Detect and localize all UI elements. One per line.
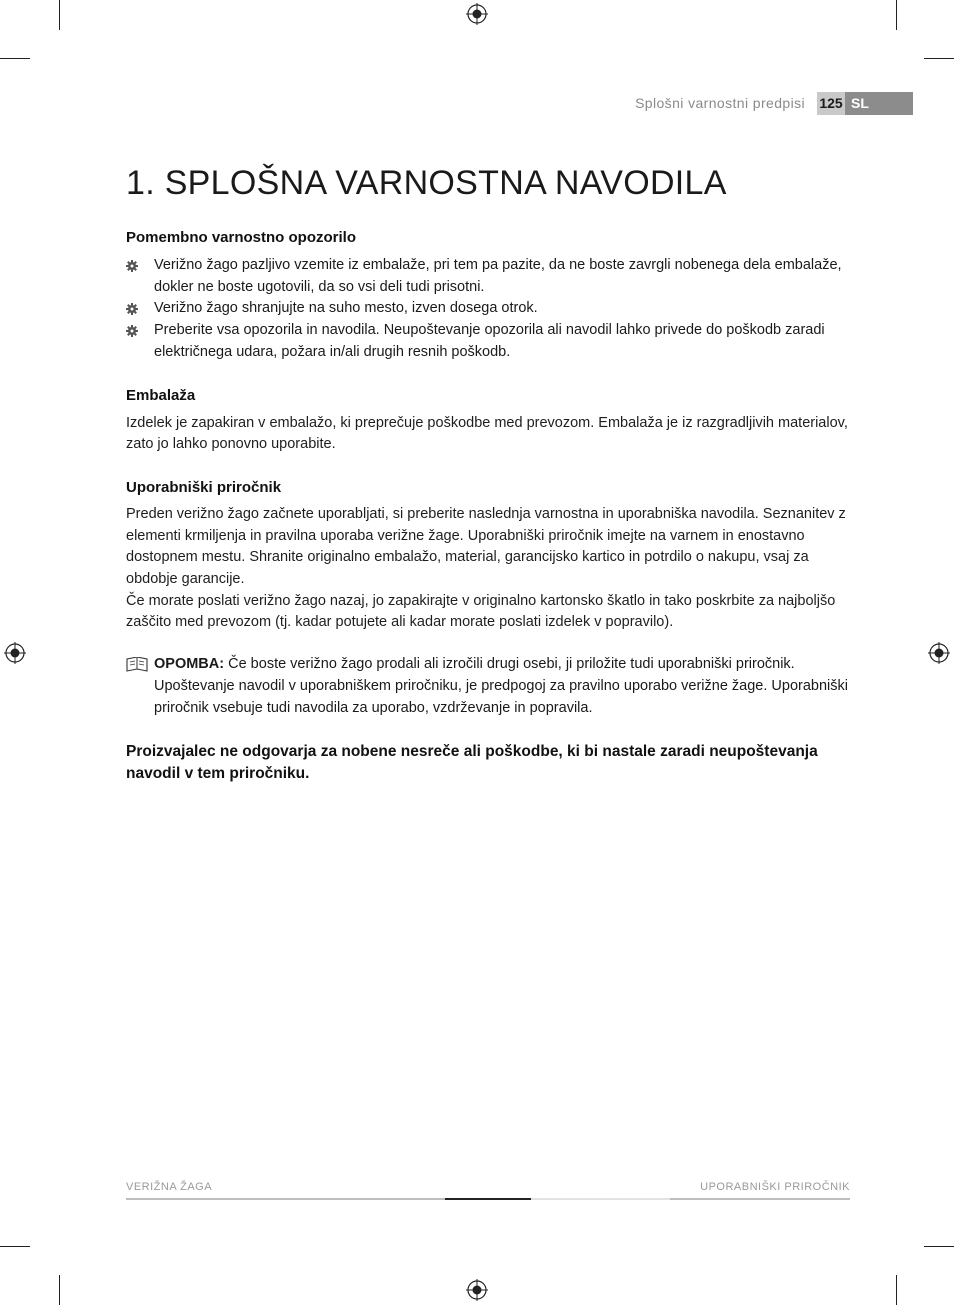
footer-divider	[670, 1198, 850, 1200]
footer-product-name: VERIŽNA ŽAGA	[126, 1181, 213, 1193]
disclaimer: Proizvajalec ne odgovarja za nobene nesreče ali poškodbe, ki bi nastale zaradi neupoštevanja navodil v tem priročniku.	[126, 743, 818, 782]
section-heading-important: Pomembno varnostno opozorilo	[126, 229, 357, 246]
footer-divider	[445, 1198, 531, 1200]
list-item-text: Verižno žago shranjujte na suho mesto, izven dosega otrok.	[154, 300, 538, 317]
important-list	[126, 255, 850, 364]
crop-mark	[924, 1246, 954, 1247]
footer-divider	[126, 1198, 445, 1200]
section-heading-packaging: Embalaža	[126, 386, 196, 404]
gear-icon	[126, 260, 138, 272]
registration-mark-icon	[4, 642, 26, 664]
page-title: 1. SPLOŠNA VARNOSTNA NAVODILA	[126, 164, 727, 202]
note-label: OPOMBA:	[154, 656, 225, 673]
registration-mark-icon	[928, 642, 950, 664]
footer-divider	[531, 1198, 670, 1200]
gear-icon	[126, 303, 138, 315]
crop-mark	[59, 1275, 60, 1305]
manual-paragraph: Preden verižno žago začnete uporabljati, si preberite naslednja varnostna in uporabniška navodila. Seznanitev z elementi krmiljenja in pravilna uporaba verižne žage. Uporabniški priročnik imejte na varnem in enostavno dostopnem mestu. Shranite originalno embalažo, material, garancijsko kartico in potrdilo o nakupu, vsaj za obdobje garancije.	[126, 505, 846, 588]
gear-icon	[126, 325, 138, 337]
manual-paragraph: Če morate poslati verižno žago nazaj, jo zapakirajte v originalno kartonsko škatlo in tako poskrbite za najboljšo zaščito med prevozom (tj. kadar potujete ali kadar morate poslati izdelek v popravilo).	[126, 592, 836, 631]
note-text: Če boste verižno žago prodali ali izročili drugi osebi, ji priložite tudi uporabniški priročnik. Upoštevanje navodil v uporabniškem priročniku, je predpogoj za pravilno uporabo verižne žage. Uporabniški priročnik vsebuje tudi navodila za uporabo, vzdrževanje in popravila.	[154, 656, 848, 716]
section-heading-manual: Uporabniški priročnik	[126, 478, 282, 496]
page-content	[126, 160, 850, 784]
crop-mark	[59, 0, 60, 30]
language-badge: SL	[845, 92, 913, 115]
header-section-title: Splošni varnostni predpisi	[635, 95, 805, 111]
footer-manual-name: UPORABNIŠKI PRIROČNIK	[700, 1181, 850, 1193]
crop-mark	[0, 1246, 30, 1247]
crop-mark	[896, 1275, 897, 1305]
list-item	[126, 255, 850, 298]
note-block	[126, 654, 850, 719]
list-item	[126, 298, 850, 320]
crop-mark	[896, 0, 897, 30]
page-number: 125	[817, 92, 845, 115]
packaging-text: Izdelek je zapakiran v embalažo, ki preprečuje poškodbe med prevozom. Embalaža je iz razgradljivih materialov, zato jo lahko ponovno uporabite.	[126, 414, 848, 453]
list-item-text: Preberite vsa opozorila in navodila. Neupoštevanje opozorila ali navodil lahko privede do poškodb zaradi električnega udara, požara in/ali drugih resnih poškodb.	[154, 322, 825, 360]
registration-mark-icon	[466, 1279, 488, 1301]
crop-mark	[924, 58, 954, 59]
registration-mark-icon	[466, 3, 488, 25]
list-item	[126, 320, 850, 363]
list-item-text: Verižno žago pazljivo vzemite iz embalaže, pri tem pa pazite, da ne boste zavrgli nobenega dela embalaže, dokler ne boste ugotovili, da so vsi deli tudi prisotni.	[154, 257, 842, 295]
open-book-icon	[126, 657, 148, 672]
crop-mark	[0, 58, 30, 59]
